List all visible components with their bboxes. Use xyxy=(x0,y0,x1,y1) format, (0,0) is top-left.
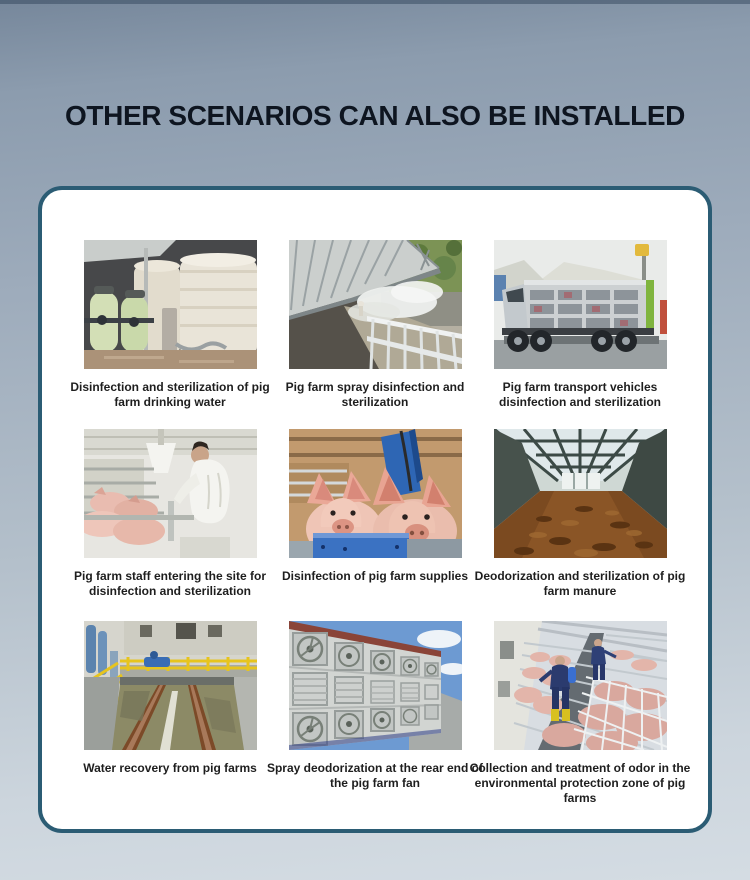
scenario-caption: Disinfection of pig farm supplies xyxy=(281,569,469,583)
photo-spray-disinfection-corridor xyxy=(289,240,462,369)
scenario-caption: Deodorization and sterilization of pig farm manure xyxy=(474,569,686,598)
scenario-card xyxy=(273,240,478,429)
section-title: OTHER SCENARIOS CAN ALSO BE INSTALLED xyxy=(65,100,685,131)
scenario-card xyxy=(68,621,273,806)
scenario-caption: Collection and treatment of odor in the environmental protection zone of pig farms xyxy=(469,761,691,805)
photo-odor-collection-pig-barn xyxy=(494,621,667,750)
page-top-edge xyxy=(0,0,750,4)
scenario-card xyxy=(474,429,686,621)
scenario-card xyxy=(68,429,273,621)
photo-manure-deodorization-shed xyxy=(494,429,667,558)
photo-drinking-water-disinfection-tanks xyxy=(84,240,257,369)
scenarios-grid xyxy=(42,240,708,806)
photo-water-recovery-basin xyxy=(84,621,257,750)
scenario-caption: Pig farm staff entering the site for disinfection and sterilization xyxy=(73,569,267,598)
scenario-card xyxy=(469,621,691,806)
scenarios-panel xyxy=(38,186,712,833)
scenario-caption: Spray deodorization at the rear end of the pig farm fan xyxy=(266,761,484,790)
scenario-caption: Pig farm spray disinfection and sterilization xyxy=(285,380,465,409)
scenario-caption: Pig farm transport vehicles disinfection and sterilization xyxy=(498,380,662,409)
scenario-card xyxy=(273,429,478,621)
photo-transport-vehicle-truck xyxy=(494,240,667,369)
scenario-caption: Disinfection and sterilization of pig farm drinking water xyxy=(70,380,270,409)
photo-staff-entering-disinfection xyxy=(84,429,257,558)
scenario-card xyxy=(68,240,273,429)
scenario-card xyxy=(266,621,484,806)
photo-fan-wall-spray-deodorization xyxy=(289,621,462,750)
scenario-caption: Water recovery from pig farms xyxy=(83,761,257,775)
photo-pig-farm-supplies-pigs xyxy=(289,429,462,558)
scenario-card xyxy=(478,240,683,429)
